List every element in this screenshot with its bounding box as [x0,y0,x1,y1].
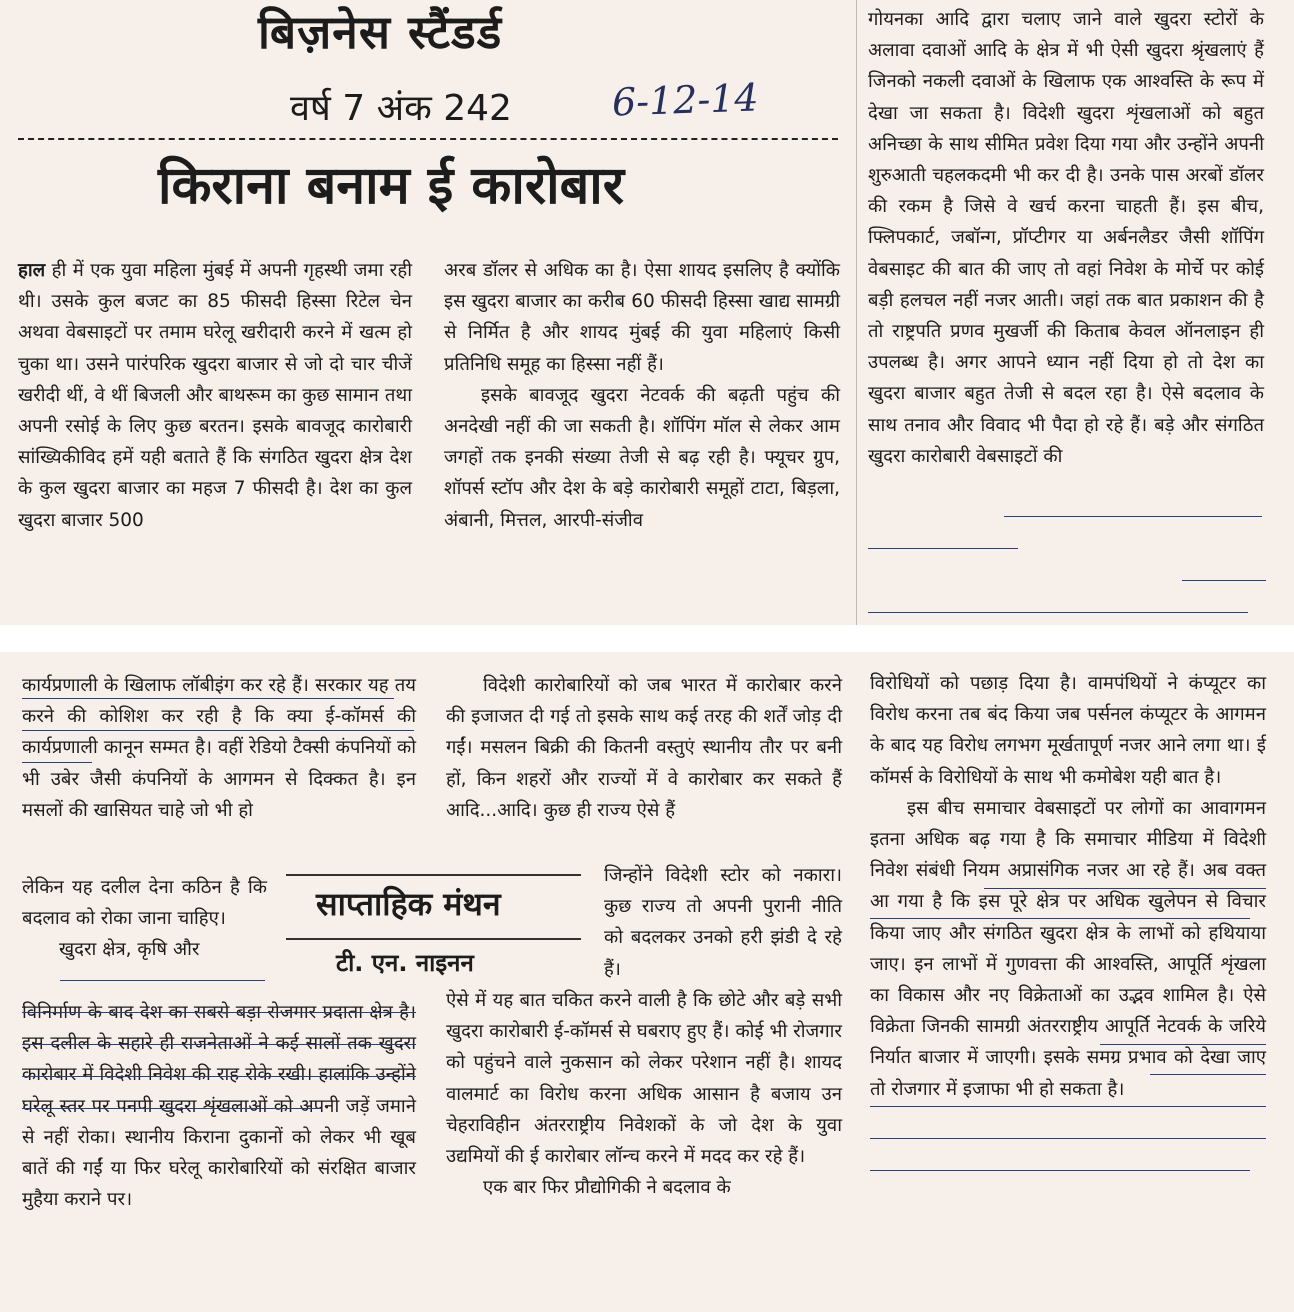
section-rule [286,938,581,940]
pen-underline [870,1170,1250,1171]
column-5-paragraph-1: विदेशी कारोबारियों को जब भारत में कारोबार करने की इजाजत दी गई तो इसके साथ कई तरह की शर्तें जोड़ दी गईं। मसलन बिक्री की कितनी वस्तुएं स्थानीय तौर पर बनी हों, किन शहरों और राज्यों में वे कारोबार कर सकते हैं आदि...आदि। कुछ ही राज्य ऐसे हैं [446,675,842,821]
column-1-text: ही में एक युवा महिला मुंबई में अपनी गृहस्थी जमा रही थी। उसके कुल बजट का 85 फीसदी हिस्सा रिटेल चेन अथवा वेबसाइटों पर तमाम घरेलू खरीदारी करने में खत्म हो चुका था। उसने पारंपरिक खुदरा बाजार से जो दो चार चीजें खरीदी थीं, वे थीं बिजली और बाथरूम का कुछ सामान तथा अपनी रसोई के लिए कुछ बरतन। इसके बावजूद कारोबारी सांख्यिकीविद हमें यही बताते हैं कि संगठित खुदरा क्षेत्र देश के कुल खुदरा बाजार का महज 7 फीसदी है। देश का कुल खुदरा बाजार 500 [18,260,412,531]
pen-underline [22,730,414,731]
pen-underline [870,918,1250,919]
column-5-paragraph-3: एक बार फिर प्रौद्योगिकी ने बदलाव के [483,1177,731,1199]
masthead-issue: वर्ष 7 अंक 242 [290,88,512,129]
pen-underline [22,1012,416,1013]
column-6 [870,668,1266,1105]
pen-underline [1182,580,1266,581]
column-2-paragraph-1: अरब डॉलर से अधिक का है। ऐसा शायद इसलिए है क्योंकि इस खुदरा बाजार का करीब 60 फीसदी हिस्सा खाद्य सामग्री से निर्मित है और शायद मुंबई की युवा महिलाएं किसी प्रतिनिधि समूह का हिस्सा नहीं हैं। [444,260,840,375]
column-1 [18,255,412,536]
column-5-top [446,670,842,826]
pen-underline [870,1106,1266,1107]
column-4-narrow-text: लेकिन यह दलील देना कठिन है कि बदलाव को रोका जाना चाहिए। [22,877,267,930]
column-4-top [22,670,416,826]
column-section-box [286,874,581,984]
pen-underline [868,548,1018,549]
pen-underline [60,980,265,981]
pen-underline [1100,1044,1266,1045]
pen-underline [1004,516,1262,517]
column-3 [868,4,1264,472]
column-4-bottom-text: विनिर्माण के बाद देश का सबसे बड़ा रोजगार प्रदाता क्षेत्र है। इस दलील के सहारे ही राजनेताओं ने कई सालों तक खुदरा कारोबार में विदेशी निवेश की राह रोके रखी। हालांकि उन्होंने घरेलू स्तर पर पनपी खुदरा शृंखलाओं को अपनी जड़ें जमाने से नहीं रोका। स्थानीय किराना दुकानों को लेकर भी खूब बातें की गईं या फिर घरेलू कारोबारियों को संरक्षित बाजार मुहैया कराने पर। [22,1002,416,1211]
dashed-rule [18,138,838,140]
column-4-narrow-text-2: खुदरा क्षेत्र, कृषि और [59,939,200,961]
masthead-name: बिज़नेस स्टैंडर्ड [258,5,503,59]
column-2 [444,255,840,536]
lead-word: हाल [18,260,46,281]
pen-underline [22,1108,322,1109]
column-6-paragraph-2: इस बीच समाचार वेबसाइटों पर लोगों का आवागमन इतना अधिक बढ़ गया है कि समाचार मीडिया में विदेशी निवेश संबंधी नियम अप्रासंगिक नजर आ रहे हैं। अब वक्त आ गया है कि इस पूरे क्षेत्र पर अधिक खुलेपन से विचार किया जाए और संगठित खुदरा क्षेत्र के लाभों को हथियाया जाए। इन लाभों में गुणवत्ता की आश्वस्ति, आपूर्ति शृंखला का विकास और नए विक्रेताओं का उद्भव शामिल है। ऐसे विक्रेता जिनकी सामग्री अंतरराष्ट्रीय आपूर्ति नेटवर्क के जरिये निर्यात बाजार में जाएगी। इसके समग्र प्रभाव को देखा जाए तो रोजगार में इजाफा भी हो सकता है। [870,797,1266,1100]
column-divider [856,0,857,625]
column-5-narrow [604,860,842,985]
column-4-bottom [22,997,416,1215]
pen-underline [868,612,1248,613]
pen-underline [22,1076,416,1077]
column-3-text: गोयनका आदि द्वारा चलाए जाने वाले खुदरा स्टोरों के अलावा दवाओं आदि के क्षेत्र में भी ऐसी खुदरा श्रृंखलाएं हैं जिनको नकली दवाओं के खिलाफ एक आश्वस्ति के रूप में देखा जा सकता है। विदेशी खुदरा शृंखलाओं को बहुत अनिच्छा के साथ सीमित प्रवेश दिया गया और उन्होंने अपनी शुरुआती चहलकदमी भी कर दी है। उनके पास अरबों डॉलर की रकम है जिसे वे खर्च करना चाहती हैं। इस बीच, फ्लिपकार्ट, जबॉन्ग, प्रॉप्टीगर या अर्बनलैडर जैसी शॉपिंग वेबसाइट की बात की जाए तो वहां निवेश के मोर्चे पर कोई बड़ी हलचल नहीं नजर आती। जहां तक बात प्रकाशन की है तो राष्ट्रपति प्रणव मुखर्जी की किताब केवल ऑनलाइन ही उपलब्ध है। अगर आपने ध्यान नहीं दिया हो तो देश का खुदरा बाजार बहुत तेजी से बदल रहा है। ऐसे बदलाव के साथ तनाव और विवाद भी पैदा हो रहे हैं। बड़े और संगठित खुदरा कारोबारी वेबसाइटों की [868,9,1264,467]
column-4-narrow [22,872,267,966]
clipping-bottom [0,652,1294,1312]
column-2-paragraph-2: इसके बावजूद खुदरा नेटवर्क की बढ़ती पहुंच की अनदेखी नहीं की जा सकती है। शॉपिंग मॉल से लेकर आम जगहों तक इनकी संख्या तेजी से बढ़ रही है। फ्यूचर ग्रुप, शॉपर्स स्टॉप और देश के बड़े कारोबारी समूहों टाटा, बिड़ला, अंबानी, मित्तल, आरपी-संजीव [444,384,840,531]
article-headline: किराना बनाम ई कारोबार [158,156,624,216]
clipping-top [0,0,1294,625]
column-5-bottom [446,985,842,1203]
handwritten-date: 6-12-14 [611,75,760,125]
pen-underline [1150,1074,1266,1075]
pen-underline [22,1044,416,1045]
pen-underline [984,888,1266,889]
column-6-paragraph-1: विरोधियों को पछाड़ दिया है। वामपंथियों ने कंप्यूटर का विरोध करना तब बंद किया जब पर्सनल कंप्यूटर के आगमन के बाद यह विरोध लगभग मूर्खतापूर्ण नजर आने लगा था। ई कॉमर्स के विरोधियों के साथ भी कमोबेश यही बात है। [870,673,1266,788]
pen-underline [22,762,92,763]
section-rule [286,874,581,876]
section-title: साप्ताहिक मंथन [316,885,501,923]
column-4-top-text: कार्यप्रणाली के खिलाफ लॉबीइंग कर रहे हैं। सरकार यह तय करने की कोशिश कर रही है कि क्या ई-कॉमर्स की कार्यप्रणाली कानून सम्मत है। वहीं रेडियो टैक्सी कंपनियों को भी उबेर जैसी कंपनियों के आगमन से दिक्कत है। इन मसलों की खासियत चाहे जो भी हो [22,675,416,821]
column-5-narrow-text: जिन्होंने विदेशी स्टोर को नकारा। कुछ राज्य तो अपनी पुरानी नीति को बदलकर उनको हरी झंडी दे रहे हैं। [604,865,842,980]
author-byline: टी. एन. नाइनन [336,949,474,977]
column-5-paragraph-2: ऐसे में यह बात चकित करने वाली है कि छोटे और बड़े सभी खुदरा कारोबारी ई-कॉमर्स से घबराए हुए हैं। कोई भी रोजगार को पहुंचने वाले नुकसान को लेकर परेशान नहीं है। शायद वालमार्ट का विरोध करना अधिक आसान है बजाय उन चेहराविहीन अंतरराष्ट्रीय निवेशकों के जो देश के युवा उद्यमियों की ई कारोबार लॉन्च करने में मदद कर रहे हैं। [446,990,842,1168]
pen-underline [870,1138,1266,1139]
pen-underline [22,698,394,699]
